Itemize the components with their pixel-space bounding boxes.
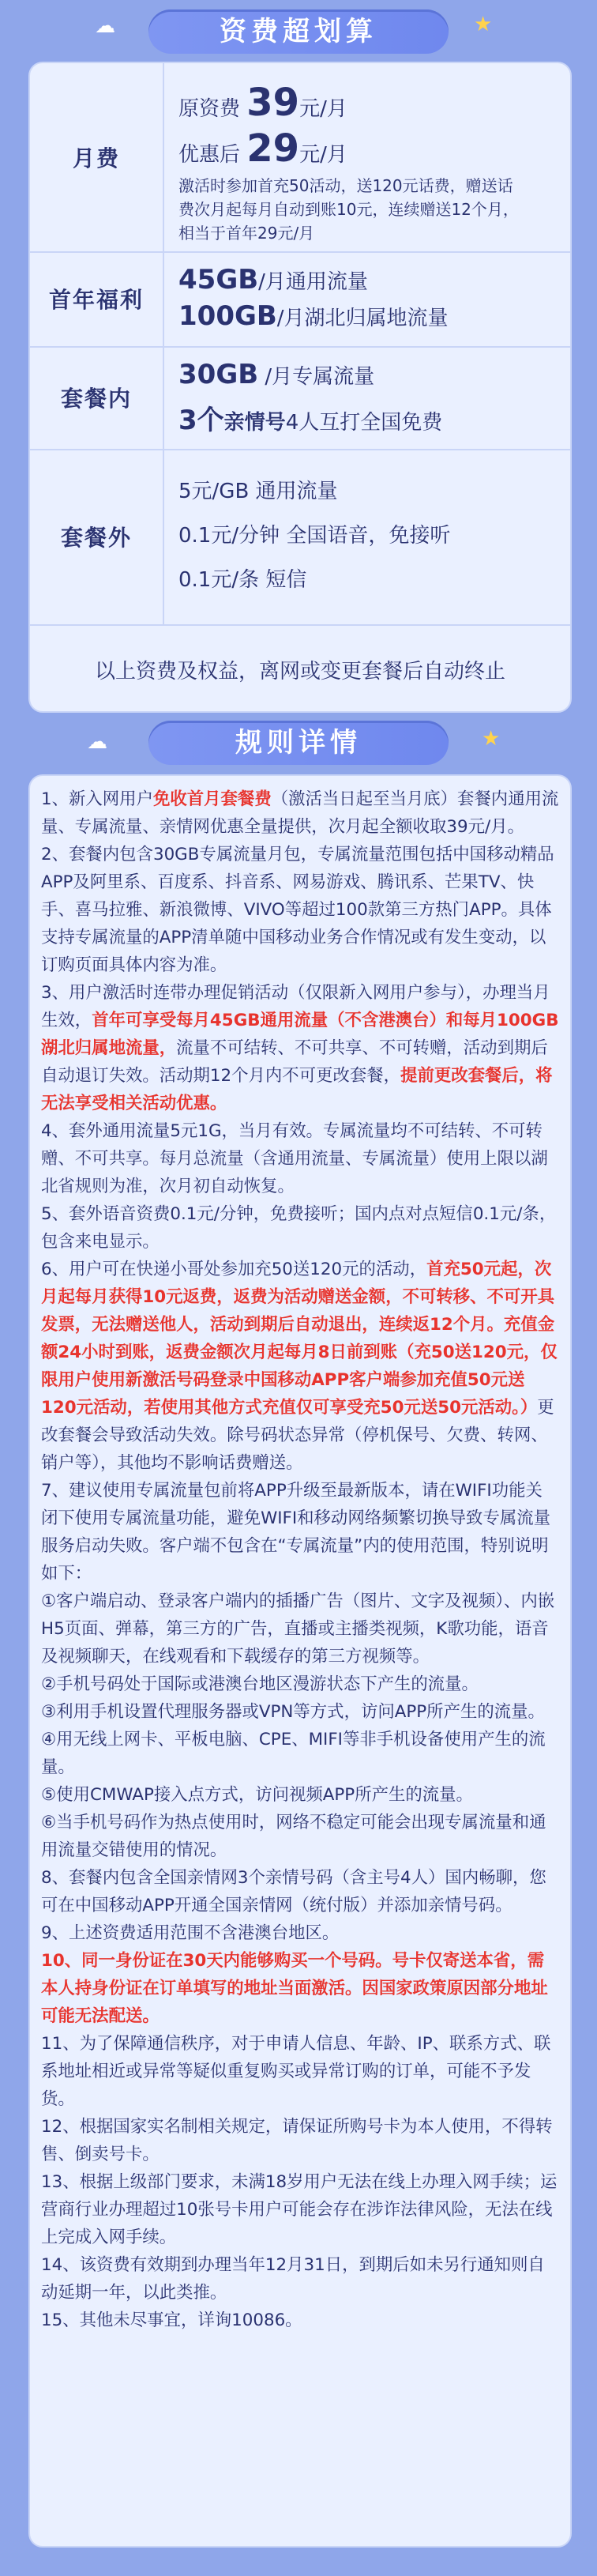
rule-sub-item: ⑥当手机号码作为热点使用时，网络不稳定可能会出现专属流量和通用流量交错使用的情况。 [41,1813,546,1860]
rule-item: 8、套餐内包含全国亲情网3个亲情号码（含主号4人）国内畅聊，您可在中国移动APP开通全国亲情网（统付版）并添加亲情号码。 [41,1868,546,1915]
rules-card [28,774,572,2548]
rule-sub-item: ①客户端启动、登录客户端内的插播广告（图片、文字及视频）、内嵌H5页面、弹幕，第三方的广告，直播或主播类视频，K歌功能，语音及视频聊天，在线观看和下载缓存的第三方视频等。 [41,1591,555,1666]
rule-sub-item: ②手机号码处于国际或港澳台地区漫游状态下产生的流量。 [41,1674,479,1694]
rule-item: 3、用户激活时连带办理促销活动（仅限新入网用户参与），办理当月生效，首年可享受每月45GB通用流量（不含港澳台）和每月100GB湖北归属地流量，流量不可结转、不可共享、不可转赠，活动到期后自动退订失效。活动期12个月内不可更改套餐，提前更改套餐后，将无法享受相关活动优惠。 [41,983,559,1113]
rule-item: 1、新入网用户免收首月套餐费（激活当日起至当月底）套餐内通用流量、专属流量、亲情网优惠全量提供，次月起全额收取39元/月。 [41,789,559,837]
row-content [178,469,559,602]
monthly-note: 激活时参加首充50活动，送120元话费，赠送话 费次月起每月自动到账10元，连续赠送12个月， 相当于首年29元/月 [178,176,519,243]
rule-item: 6、用户可在快递小哥处参加充50送120元的活动，首充50元起，次月起每月获得10元返费，返费为活动赠送金额，不可转移、不可开具发票，无法赠送他人，活动到期后自动退出，连续返12个月。充值金额24小时到账，返费金额次月起每月8日前到账（充50送120元，仅限用户使用新激活号码登录中国移动APP客户端参加充值50元送120元活动，若使用其他方式充值仅可享受充50元送50元活动。）更改套餐会导致活动失效。除号码状态异常（停机保号、欠费、转网、销户等），其他均不影响话费赠送。 [41,1260,558,1473]
row-content [178,359,559,437]
rule-sub-item: ⑤使用CMWAP接入点方式，访问视频APP所产生的流量。 [41,1785,473,1805]
package-line-1: 30GB /月专属流量 [178,359,375,390]
row-label: 月费 [30,63,164,251]
row-label: 套餐外 [30,449,164,624]
rule-item: 9、上述资费适用范围不含港澳台地区。 [41,1923,340,1943]
star-icon: ★ [482,727,501,751]
rule-item: 13、根据上级部门要求，未满18岁用户无法在线上办理入网手续；运营商行业办理超过10张号卡用户可能会存在涉诈法律风险，无法在线上完成入网手续。 [41,2172,558,2247]
row-extra [30,449,570,626]
first-year-line-2: 100GB/月湖北归属地流量 [178,300,449,332]
discount-price: 优惠后 29元/月 [178,126,347,171]
fee-section-title: 资费超划算 [148,9,449,54]
original-price: 原资费 39元/月 [178,81,347,125]
rules-list [41,785,559,2334]
star-icon: ★ [474,13,493,36]
extra-line-2: 0.1元/分钟 全国语音，免接听 [178,524,451,548]
rule-item: 15、其他未尽事宜，详询10086。 [41,2310,302,2330]
rule-sub-item: ③利用手机设置代理服务器或VPN等方式，访问APP所产生的流量。 [41,1702,545,1722]
row-first-year [30,251,570,348]
rule-item: 14、该资费有效期到办理当年12月31日，到期后如未另行通知则自动延期一年，以此类推。 [41,2255,545,2303]
rule-item: 7、建议使用专属流量包前将APP升级至最新版本，请在WIFI功能关闭下使用专属流量功能，避免WIFI和移动网络频繁切换导致专属流量服务启动失败。客户端不包含在“专属流量”内的使用范围，特别说明如下： [41,1481,551,1584]
fee-footer: 以上资费及权益，离网或变更套餐后自动终止 [94,660,505,684]
first-year-line-1: 45GB/月通用流量 [178,264,368,296]
rule-item: 2、套餐内包含30GB专属流量月包，专属流量范围包括中国移动精品APP及阿里系、百度系、抖音系、网易游戏、腾讯系、芒果TV、快手、喜马拉雅、新浪微博、VIVO等超过100款第三方热门APP。具体支持专属流量的APP清单随中国移动业务合作情况或有发生变动，以订购页面具体内容为准。 [41,845,554,975]
row-content [178,264,559,332]
rule-item: 11、为了保障通信秩序，对于申请人信息、年龄、IP、联系方式、联系地址相近或异常等疑似重复购买或异常订购的订单，可能不予发货。 [41,2034,551,2109]
rule-sub-item: ④用无线上网卡、平板电脑、CPE、MIFI等非手机设备使用产生的流量。 [41,1730,546,1777]
rules-section-title: 规则详情 [148,721,449,765]
rule-item: 4、套外通用流量5元1G，当月有效。专属流量均不可结转、不可转赠、不可共享。每月总流量（含通用流量、专属流量）使用上限以湖北省规则为准，次月初自动恢复。 [41,1121,548,1196]
row-content [178,81,559,245]
row-label: 套餐内 [30,346,164,449]
rule-item: 12、根据国家实名制相关规定，请保证所购号卡为本人使用，不得转售、倒卖号卡。 [41,2117,553,2164]
rule-item: 5、套外语音资费0.1元/分钟，免费接听；国内点对点短信0.1元/条，包含来电显示。 [41,1204,557,1252]
fee-table [28,62,572,713]
package-line-2: 3个亲情号4人互打全国免费 [178,405,443,436]
rule-item: 10、同一身份证在30天内能够购买一个号码。号卡仅寄送本省，需本人持身份证在订单填写的地址当面激活。因国家政策原因部分地址可能无法配送。 [41,1951,548,2026]
row-label: 首年福利 [30,251,164,346]
cloud-icon: ☁ [87,730,107,754]
extra-line-3: 0.1元/条 短信 [178,568,307,592]
row-monthly-fee [30,63,570,253]
extra-line-1: 5元/GB 通用流量 [178,480,338,503]
row-package [30,346,570,450]
cloud-icon: ☁ [95,14,115,38]
